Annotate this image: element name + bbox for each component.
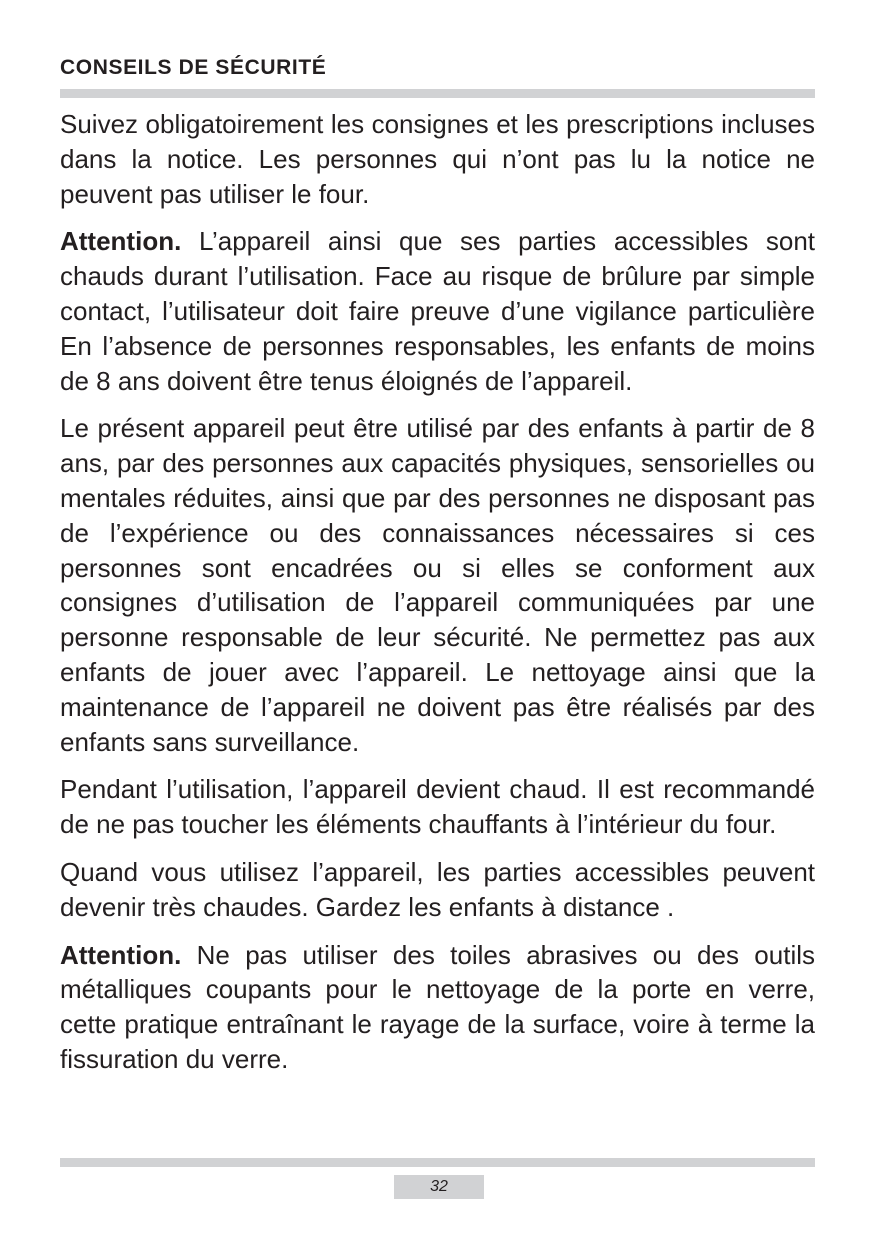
paragraph-children-usage xyxy=(60,411,815,759)
paragraph-text: L’appareil ainsi que ses parties accessibles sont chauds durant l’utilisation. Face au risque de brûlure par simple contact, l’utilisateur doit faire preuve d’une vigilance particulière En l’absence de personnes responsables, les enfants de moins de 8 ans doivent être tenus éloignés de l’appareil. xyxy=(60,226,815,396)
section-heading: CONSEILS DE SÉCURITÉ xyxy=(60,56,327,79)
attention-label: Attention. xyxy=(60,226,182,257)
page-number: 32 xyxy=(394,1175,484,1199)
attention-label: Attention. xyxy=(60,939,182,970)
paragraph-attention-heat xyxy=(60,224,815,398)
footer-divider xyxy=(60,1158,815,1167)
paragraph-instructions xyxy=(60,107,815,211)
paragraph-text: Quand vous utilisez l’appareil, les parties accessibles peuvent devenir très chaudes. Gardez les enfants à distance . xyxy=(60,856,815,922)
paragraph-text: Pendant l’utilisation, l’appareil devient chaud. Il est recommandé de ne pas toucher les éléments chauffants à l’intérieur du four. xyxy=(60,774,815,840)
safety-text-body xyxy=(60,107,815,1090)
paragraph-attention-cleaning xyxy=(60,938,815,1077)
paragraph-text: Suivez obligatoirement les consignes et les prescriptions incluses dans la notice. Les personnes qui n’ont pas lu la notice ne peuvent pas utiliser le four. xyxy=(60,109,815,209)
paragraph-heating-elements xyxy=(60,772,815,842)
paragraph-hot-parts xyxy=(60,855,815,925)
paragraph-text: Le présent appareil peut être utilisé par des enfants à partir de 8 ans, par des personnes aux capacités physiques, sensorielles ou mentales réduites, ainsi que par des personnes ne disposant pas de l’expérience ou des connaissances nécessaires si ces personnes sont encadrées ou si elles se conforment aux consignes d’utilisation de l’appareil communiquées par une personne responsable de leur sécurité. Ne permettez pas aux enfants de jouer avec l’appareil. Le nettoyage ainsi que la maintenance de l’appareil ne doivent pas être réalisés par des enfants sans surveillance. xyxy=(60,413,815,757)
paragraph-text: Ne pas utiliser des toiles abrasives ou des outils métalliques coupants pour le nettoyage de la porte en verre, cette pratique entraînant le rayage de la surface, voire à terme la fissuration du verre. xyxy=(60,939,815,1074)
header-divider xyxy=(60,89,815,98)
